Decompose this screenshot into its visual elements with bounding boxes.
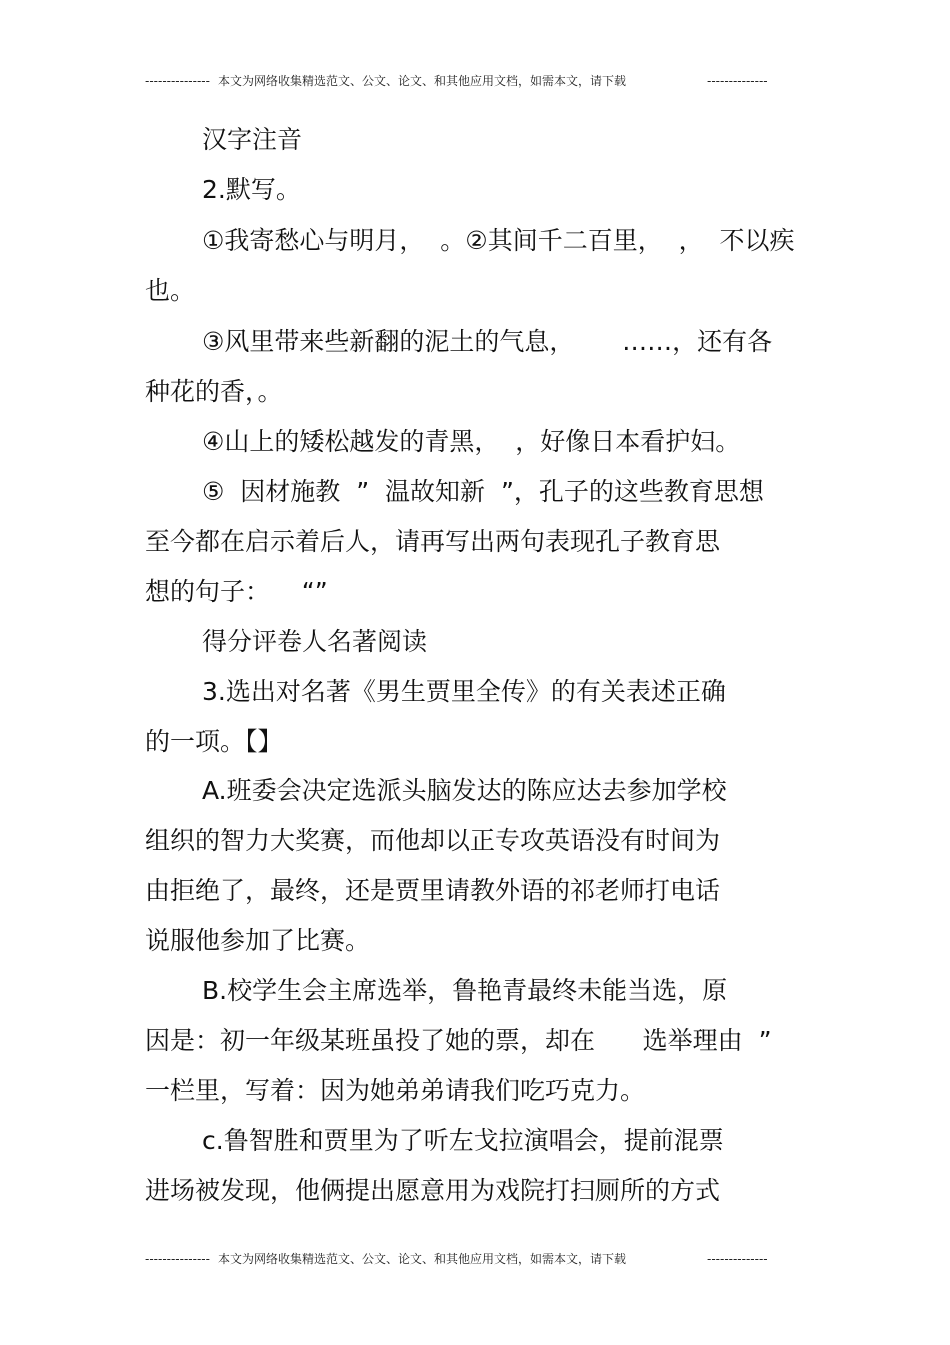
line-22: 进场被发现，他俩提出愿意用为戏院打扫厕所的方式 (145, 1176, 721, 1205)
footer-dash-left: --------------- (145, 1252, 210, 1266)
line-4: 也。 (145, 276, 196, 305)
line-12: 3.选出对名著《男生贾里全传》的有关表述正确 (202, 677, 726, 706)
footer-note: 本文为网络收集精选范文、公文、论文、和其他应用文档，如需本文，请下载 (218, 1252, 627, 1266)
line-16: 由拒绝了，最终，还是贾里请教外语的祁老师打电话 (145, 876, 721, 905)
line-11: 得分评卷人名著阅读 (202, 627, 428, 656)
page-footer (0, 1248, 950, 1270)
line-7: ④山上的矮松越发的青黑， ，好像日本看护妇。 (202, 427, 741, 456)
line-20: 一栏里，写着：因为她弟弟请我们吃巧克力。 (145, 1076, 646, 1105)
header-note: 本文为网络收集精选范文、公文、论文、和其他应用文档，如需本文，请下载 (218, 74, 627, 88)
line-1: 汉字注音 (202, 125, 303, 154)
line-13: 的一项。【】 (145, 727, 283, 756)
line-2: 2.默写。 (202, 175, 301, 204)
line-9: 至今都在启示着后人，请再写出两句表现孔子教育思 (145, 527, 721, 556)
header-dash-right: -------------- (707, 74, 768, 88)
line-14: A.班委会决定选派头脑发达的陈应达去参加学校 (202, 776, 727, 805)
line-3: ①我寄愁心与明月， 。②其间千二百里， ， 不以疾 (202, 226, 795, 255)
line-5: ③风里带来些新翻的泥土的气息， ……，还有各 (202, 327, 773, 356)
line-19: 因是：初一年级某班虽投了她的票，却在 选举理由 ” (145, 1026, 772, 1055)
line-18: B.校学生会主席选举，鲁艳青最终未能当选，原 (202, 976, 728, 1005)
line-17: 说服他参加了比赛。 (145, 926, 371, 955)
footer-dash-right: -------------- (707, 1252, 768, 1266)
line-10: 想的句子： “” (145, 577, 328, 606)
line-21: c.鲁智胜和贾里为了听左戈拉演唱会，提前混票 (202, 1126, 724, 1155)
line-6: 种花的香，。 (145, 377, 283, 406)
line-8: ⑤ 因材施教 ” 温故知新 ”，孔子的这些教育思想 (202, 477, 764, 506)
header-dash-left: --------------- (145, 74, 210, 88)
line-15: 组织的智力大奖赛，而他却以正专攻英语没有时间为 (145, 826, 721, 855)
